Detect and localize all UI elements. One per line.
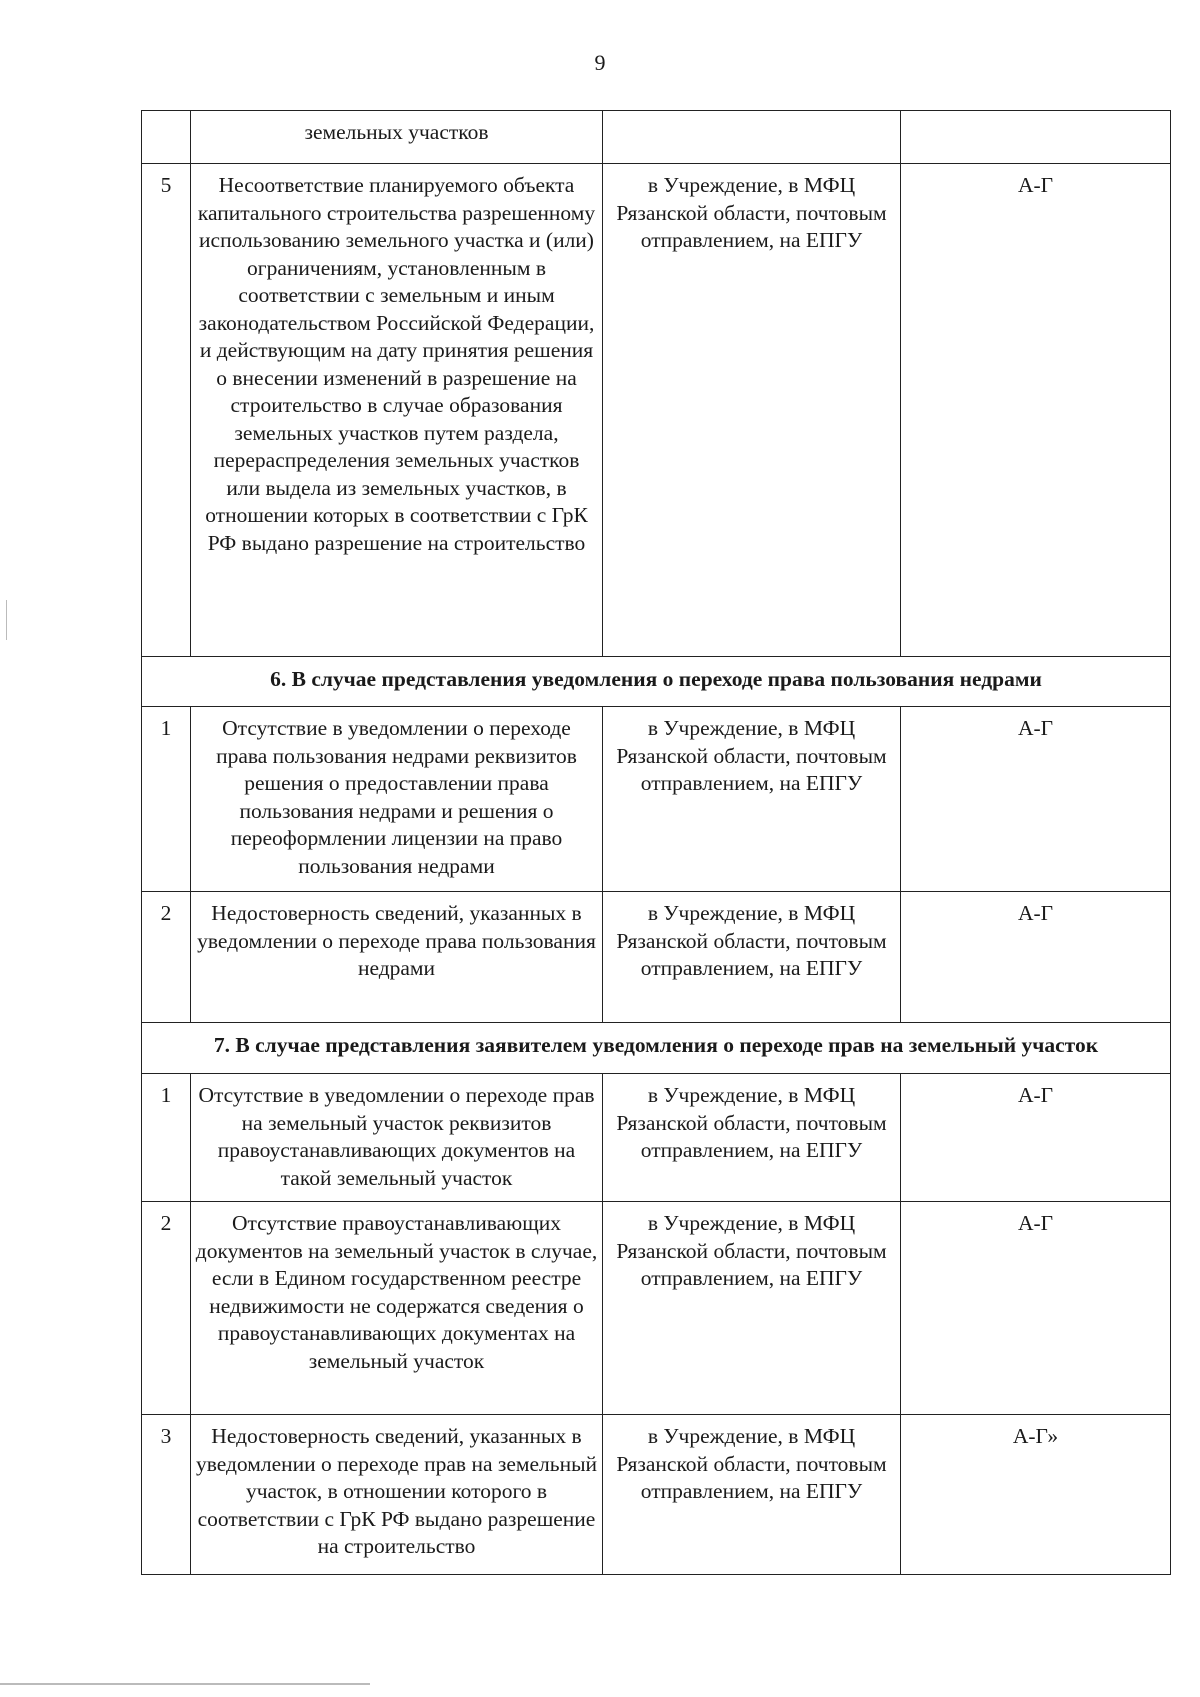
table-row	[142, 892, 1171, 1023]
scan-margin-mark	[6, 600, 7, 640]
row-code	[901, 111, 1171, 164]
grounds-table	[141, 110, 1171, 1575]
row-condition: Отсутствие в уведомлении о переходе прав на земельный участок реквизитов правоустанавливающих документов на такой земельный участок	[191, 1074, 603, 1202]
table-row	[142, 1415, 1171, 1575]
row-condition: Недостоверность сведений, указанных в уведомлении о переходе права пользования недрами	[191, 892, 603, 1023]
table-row	[142, 1202, 1171, 1415]
row-code: А-Г»	[901, 1415, 1171, 1575]
row-code: А-Г	[901, 1074, 1171, 1202]
row-number: 5	[142, 164, 191, 657]
section-header-row	[142, 657, 1171, 707]
page-number: 9	[594, 50, 606, 75]
row-condition: Отсутствие в уведомлении о переходе права пользования недрами реквизитов решения о предоставлении права пользования недрами и решения о переоформлении лицензии на право пользования недрами	[191, 707, 603, 892]
row-code: А-Г	[901, 164, 1171, 657]
row-submission-channels: в Учреждение, в МФЦ Рязанской области, почтовым отправлением, на ЕПГУ	[603, 164, 901, 657]
row-condition: Недостоверность сведений, указанных в уведомлении о переходе прав на земельный участок, в отношении которого в соответствии с ГрК РФ выдано разрешение на строительство	[191, 1415, 603, 1575]
row-submission-channels	[603, 111, 901, 164]
row-condition: Несоответствие планируемого объекта капитального строительства разрешенному использованию земельного участка и (или) ограничениям, установленным в соответствии с земельным и иным законодательством Российской Федерации, и действующим на дату принятия решения о внесении изменений в разрешение на строительство в случае образования земельных участков путем раздела, перераспределения земельных участков или выдела из земельных участков, в отношении которых в соответствии с ГрК РФ выдано разрешение на строительство	[191, 164, 603, 657]
row-code: А-Г	[901, 1202, 1171, 1415]
row-condition: Отсутствие правоустанавливающих документов на земельный участок в случае, если в Едином государственном реестре недвижимости не содержатся сведения о правоустанавливающих документах на земельный участок	[191, 1202, 603, 1415]
row-submission-channels: в Учреждение, в МФЦ Рязанской области, почтовым отправлением, на ЕПГУ	[603, 1415, 901, 1575]
table-row	[142, 1074, 1171, 1202]
row-number	[142, 111, 191, 164]
table-row	[142, 164, 1171, 657]
row-condition: земельных участков	[191, 111, 603, 164]
scan-edge-line	[0, 1683, 370, 1685]
row-submission-channels: в Учреждение, в МФЦ Рязанской области, почтовым отправлением, на ЕПГУ	[603, 892, 901, 1023]
row-number: 2	[142, 1202, 191, 1415]
row-code: А-Г	[901, 892, 1171, 1023]
row-submission-channels: в Учреждение, в МФЦ Рязанской области, почтовым отправлением, на ЕПГУ	[603, 1202, 901, 1415]
row-submission-channels: в Учреждение, в МФЦ Рязанской области, почтовым отправлением, на ЕПГУ	[603, 707, 901, 892]
section-title: 7. В случае представления заявителем уведомления о переходе прав на земельный участок	[142, 1023, 1171, 1074]
section-header-row	[142, 1023, 1171, 1074]
row-submission-channels: в Учреждение, в МФЦ Рязанской области, почтовым отправлением, на ЕПГУ	[603, 1074, 901, 1202]
row-number: 1	[142, 707, 191, 892]
row-number: 1	[142, 1074, 191, 1202]
table-row	[142, 707, 1171, 892]
row-number: 2	[142, 892, 191, 1023]
table-row	[142, 111, 1171, 164]
row-code: А-Г	[901, 707, 1171, 892]
section-title: 6. В случае представления уведомления о переходе права пользования недрами	[142, 657, 1171, 707]
row-number: 3	[142, 1415, 191, 1575]
